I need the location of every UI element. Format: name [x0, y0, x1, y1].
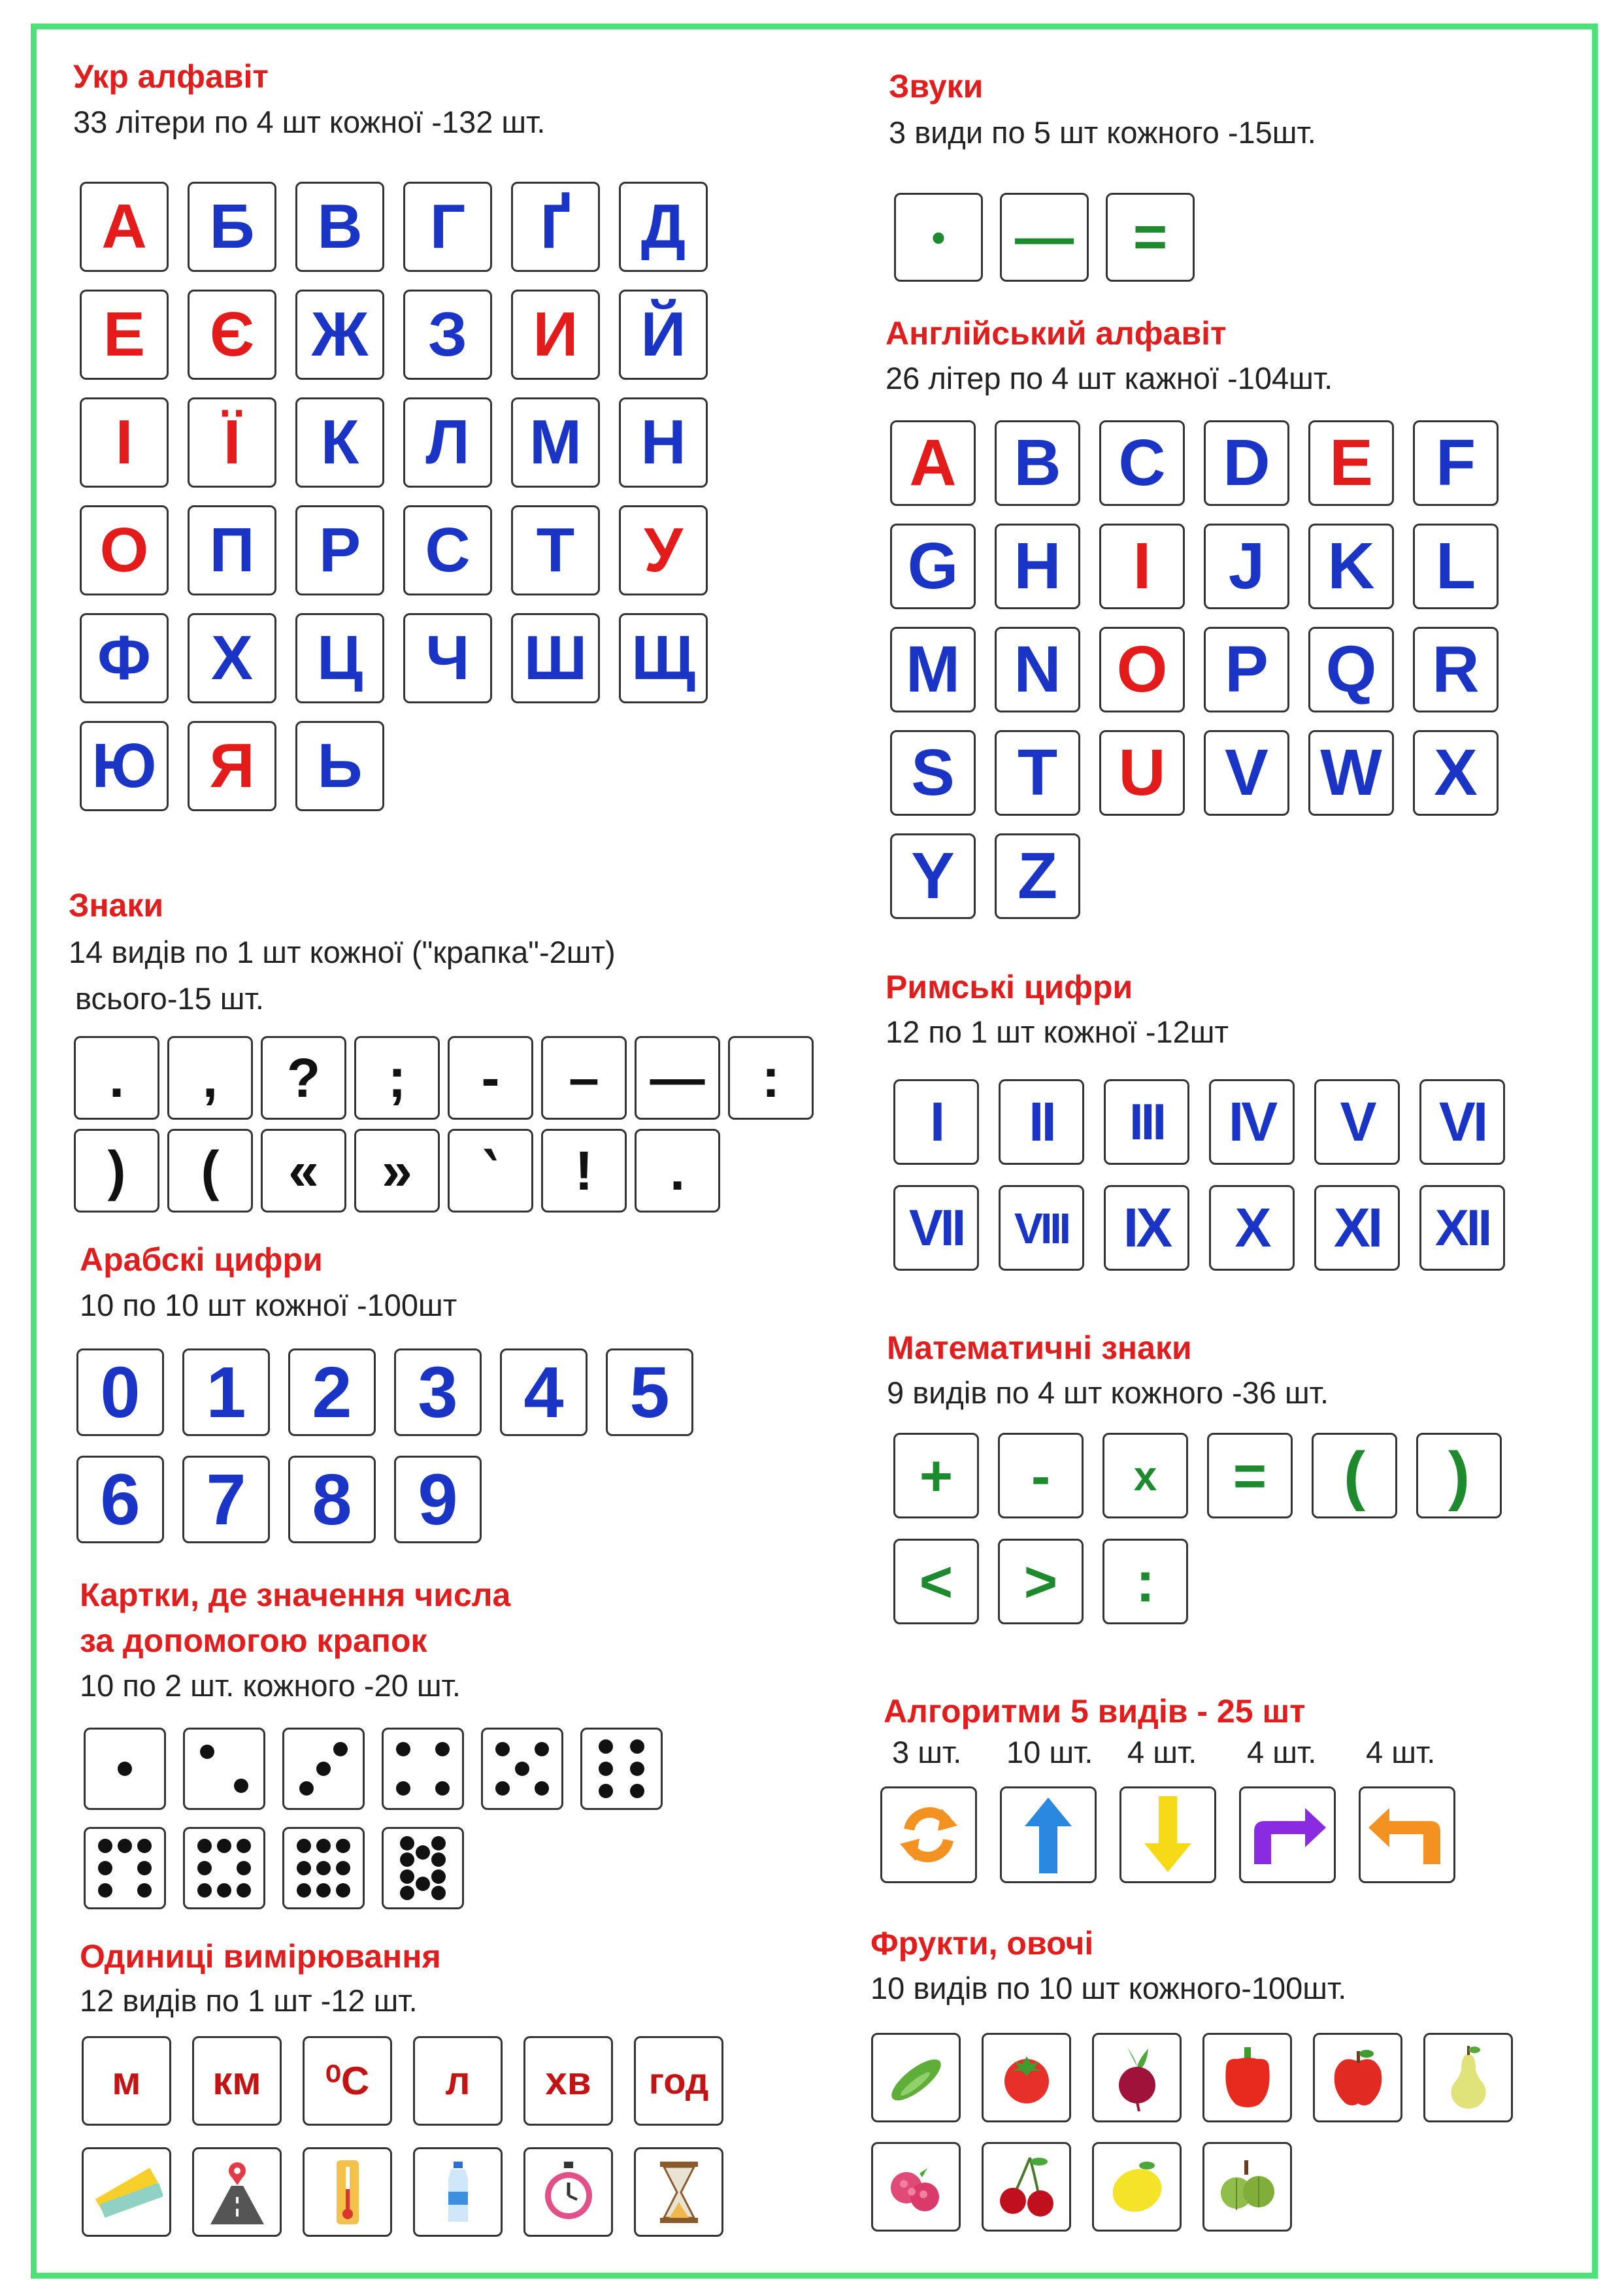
- dot: [535, 1742, 549, 1756]
- dot: [137, 1883, 152, 1898]
- dot: [630, 1739, 644, 1754]
- roman-numeral-tile: VII: [893, 1185, 979, 1271]
- arabic-digit-tile: 7: [182, 1456, 270, 1543]
- dot: [400, 1836, 414, 1850]
- sign-tile: :: [728, 1036, 814, 1120]
- roman-numeral-tile: XII: [1419, 1185, 1505, 1271]
- ukr-letter-tile: П: [188, 505, 276, 595]
- arrow-turn-right-icon: [1239, 1786, 1336, 1883]
- dot: [118, 1762, 132, 1776]
- dot-card-8: [183, 1827, 265, 1909]
- ukr-letter-tile: Т: [511, 505, 600, 595]
- dot: [435, 1742, 450, 1756]
- dot-card-7: [84, 1827, 166, 1909]
- math-sign-tile: (: [1312, 1433, 1397, 1518]
- dot: [118, 1839, 132, 1853]
- math-sign-tile: <: [893, 1539, 979, 1624]
- dot: [197, 1861, 212, 1875]
- dot: [431, 1852, 446, 1867]
- roman-numeral-tile: X: [1209, 1185, 1295, 1271]
- dot: [400, 1886, 414, 1900]
- algorithms-grid: [880, 1786, 1455, 1883]
- dot: [137, 1861, 152, 1875]
- dot: [435, 1781, 450, 1796]
- dot: [630, 1762, 644, 1776]
- eng-letter-tile: Y: [890, 833, 976, 919]
- ukr-letter-tile: Ґ: [511, 182, 600, 272]
- ukr-letter-tile: Ь: [295, 721, 384, 811]
- units-title: Одиниці вимірювання: [80, 1938, 441, 1975]
- arabic-subtitle: 10 по 10 шт кожної -100шт: [80, 1288, 457, 1322]
- sign-tile: -: [448, 1036, 533, 1120]
- raspberry-icon: [871, 2142, 961, 2232]
- eng-letter-tile: L: [1413, 524, 1499, 609]
- math-sign-tile: x: [1102, 1433, 1188, 1518]
- eng-letter-tile: H: [995, 524, 1080, 609]
- roman-subtitle: 12 по 1 шт кожної -12шт: [886, 1014, 1229, 1049]
- dots-title-1: Картки, де значення числа: [80, 1577, 511, 1613]
- dot: [336, 1861, 350, 1875]
- dot: [495, 1742, 510, 1756]
- sign-tile: ,: [167, 1036, 253, 1120]
- algorithm-count-label: 4 шт.: [1366, 1735, 1436, 1769]
- eng-letter-tile: Q: [1308, 627, 1394, 712]
- dot-card-5: [481, 1728, 563, 1810]
- math-sign-tile: >: [998, 1539, 1084, 1624]
- arabic-digit-tile: 0: [76, 1348, 164, 1436]
- dot-card-9: [282, 1827, 365, 1909]
- sounds-subtitle: 3 види по 5 шт кожного -15шт.: [889, 115, 1316, 150]
- dot-card-4: [382, 1728, 464, 1810]
- sign-tile: »: [354, 1129, 440, 1213]
- dot: [217, 1839, 231, 1853]
- sign-tile: ‵: [448, 1129, 533, 1213]
- signs-title: Знаки: [69, 887, 164, 924]
- math-grid: [893, 1433, 1502, 1624]
- ukr-letter-tile: В: [295, 182, 384, 272]
- fruits-grid: [871, 2033, 1513, 2232]
- dot: [297, 1883, 311, 1898]
- roman-numeral-tile: VIII: [999, 1185, 1084, 1271]
- ukr-letter-tile: Х: [188, 613, 276, 703]
- thermometer-icon: [303, 2147, 392, 2237]
- ukr-letter-tile: Я: [188, 721, 276, 811]
- ukr-letter-tile: Ж: [295, 290, 384, 380]
- ukr-letter-tile: У: [619, 505, 708, 595]
- dot: [237, 1883, 251, 1898]
- math-sign-tile: ): [1416, 1433, 1502, 1518]
- dot: [316, 1839, 331, 1853]
- eng-letter-tile: K: [1308, 524, 1394, 609]
- units-subtitle: 12 видів по 1 шт -12 шт.: [80, 1983, 418, 2018]
- signs-row-2: [74, 1129, 720, 1213]
- apple-icon: [1313, 2033, 1402, 2122]
- dot-card-2: [183, 1728, 265, 1810]
- sound-tile: —: [1000, 193, 1089, 282]
- dot: [197, 1839, 212, 1853]
- sounds-title: Звуки: [889, 68, 984, 105]
- eng-letter-tile: V: [1204, 730, 1289, 816]
- sign-tile: ): [74, 1129, 159, 1213]
- dot: [400, 1869, 414, 1884]
- math-title: Математичні знаки: [887, 1330, 1192, 1366]
- dot-card-10: [382, 1827, 464, 1909]
- sound-tile: =: [1106, 193, 1195, 282]
- dot: [297, 1861, 311, 1875]
- sign-tile: (: [167, 1129, 253, 1213]
- eng-alphabet-grid: [890, 420, 1499, 919]
- ukr-letter-tile: Ф: [80, 613, 169, 703]
- cucumber-icon: [871, 2033, 961, 2122]
- dot: [535, 1781, 549, 1796]
- sign-tile: ;: [354, 1036, 440, 1120]
- ukr-letter-tile: Л: [403, 397, 492, 488]
- ukr-alphabet-title: Укр алфавіт: [73, 58, 269, 95]
- ukr-letter-tile: Щ: [619, 613, 708, 703]
- eng-letter-tile: J: [1204, 524, 1289, 609]
- gooseberry-icon: [1202, 2142, 1292, 2232]
- dot: [98, 1861, 112, 1875]
- sign-tile: .: [74, 1036, 159, 1120]
- eng-letter-tile: G: [890, 524, 976, 609]
- sign-tile: –: [541, 1036, 627, 1120]
- math-sign-tile: =: [1207, 1433, 1293, 1518]
- sign-tile: !: [541, 1129, 627, 1213]
- sign-tile: —: [635, 1036, 720, 1120]
- ukr-letter-tile: Ї: [188, 397, 276, 488]
- dot: [336, 1883, 350, 1898]
- fruits-subtitle: 10 видів по 10 шт кожного-100шт.: [870, 1971, 1347, 2005]
- dot: [234, 1779, 248, 1793]
- eng-letter-tile: U: [1099, 730, 1185, 816]
- signs-subtitle-1: 14 видів по 1 шт кожної ("крапка"-2шт): [69, 935, 616, 969]
- ukr-letter-tile: Р: [295, 505, 384, 595]
- unit-label-tile: л: [413, 2036, 503, 2126]
- dot: [137, 1839, 152, 1853]
- beet-icon: [1092, 2033, 1182, 2122]
- rotate-arrows-icon: [880, 1786, 977, 1883]
- hourglass-icon: [634, 2147, 723, 2237]
- dot: [431, 1836, 446, 1850]
- unit-label-tile: год: [634, 2036, 723, 2126]
- roman-numeral-tile: XI: [1314, 1185, 1400, 1271]
- roman-numeral-tile: IV: [1209, 1079, 1295, 1165]
- eng-letter-tile: P: [1204, 627, 1289, 712]
- eng-alphabet-subtitle: 26 літер по 4 шт кажної -104шт.: [886, 361, 1333, 395]
- eng-letter-tile: N: [995, 627, 1080, 712]
- ukr-letter-tile: Й: [619, 290, 708, 380]
- eng-letter-tile: B: [995, 420, 1080, 506]
- algorithms-title: Алгоритми 5 видів - 25 шт: [884, 1693, 1306, 1730]
- dot: [515, 1762, 529, 1776]
- algorithm-count-label: 4 шт.: [1247, 1735, 1317, 1769]
- units-icons-row: [82, 2147, 723, 2237]
- ukr-letter-tile: З: [403, 290, 492, 380]
- sound-tile: •: [894, 193, 983, 282]
- roman-numeral-tile: II: [999, 1079, 1084, 1165]
- sign-tile: .: [635, 1129, 720, 1213]
- ukr-letter-tile: М: [511, 397, 600, 488]
- roman-grid: [893, 1079, 1505, 1271]
- dot: [197, 1883, 212, 1898]
- dot-card-6: [580, 1728, 663, 1810]
- dot: [316, 1883, 331, 1898]
- dot: [599, 1762, 613, 1776]
- unit-label-tile: ⁰С: [303, 2036, 392, 2126]
- algorithm-count-label: 10 шт.: [1006, 1735, 1093, 1769]
- sounds-grid: [894, 193, 1195, 282]
- dot: [200, 1745, 214, 1759]
- eng-letter-tile: A: [890, 420, 976, 506]
- math-subtitle: 9 видів по 4 шт кожного -36 шт.: [887, 1375, 1329, 1410]
- eng-letter-tile: W: [1308, 730, 1394, 816]
- roman-numeral-tile: V: [1314, 1079, 1400, 1165]
- dot: [336, 1839, 350, 1853]
- tomato-icon: [982, 2033, 1071, 2122]
- arabic-digit-tile: 2: [288, 1348, 376, 1436]
- ukr-letter-tile: Ц: [295, 613, 384, 703]
- unit-label-tile: км: [192, 2036, 282, 2126]
- dot: [333, 1742, 348, 1756]
- ukr-letter-tile: Б: [188, 182, 276, 272]
- dot-card-3: [282, 1728, 365, 1810]
- ukr-letter-tile: Ш: [511, 613, 600, 703]
- roman-title: Римські цифри: [886, 969, 1133, 1005]
- dot: [599, 1784, 613, 1798]
- algorithm-count-label: 3 шт.: [892, 1735, 962, 1769]
- arrow-turn-left-icon: [1359, 1786, 1455, 1883]
- dot: [400, 1852, 414, 1867]
- lemon-icon: [1092, 2142, 1182, 2232]
- dot: [431, 1886, 446, 1900]
- eng-alphabet-title: Англійський алфавіт: [886, 315, 1227, 352]
- dots-title-2: за допомогою крапок: [80, 1622, 427, 1659]
- ukr-letter-tile: О: [80, 505, 169, 595]
- signs-row-1: [74, 1036, 814, 1120]
- eng-letter-tile: X: [1413, 730, 1499, 816]
- eng-letter-tile: O: [1099, 627, 1185, 712]
- roman-numeral-tile: III: [1104, 1079, 1189, 1165]
- dot: [495, 1781, 510, 1796]
- ukr-letter-tile: К: [295, 397, 384, 488]
- ukr-letter-tile: С: [403, 505, 492, 595]
- dot-card-1: [84, 1728, 166, 1810]
- math-sign-tile: -: [998, 1433, 1084, 1518]
- ukr-letter-tile: Ю: [80, 721, 169, 811]
- dot: [416, 1877, 430, 1891]
- ukr-alphabet-subtitle: 33 літери по 4 шт кожної -132 шт.: [73, 105, 546, 139]
- sign-tile: «: [261, 1129, 346, 1213]
- arabic-digit-tile: 9: [394, 1456, 482, 1543]
- ruler-icon: [82, 2147, 171, 2237]
- signs-subtitle-2: всього-15 шт.: [75, 981, 264, 1016]
- unit-label-tile: хв: [523, 2036, 613, 2126]
- pear-icon: [1423, 2033, 1513, 2122]
- roman-numeral-tile: I: [893, 1079, 979, 1165]
- unit-label-tile: м: [82, 2036, 171, 2126]
- units-labels-row: [82, 2036, 723, 2126]
- ukr-letter-tile: Д: [619, 182, 708, 272]
- algorithm-count-label: 4 шт.: [1127, 1735, 1197, 1769]
- eng-letter-tile: M: [890, 627, 976, 712]
- arabic-digit-tile: 8: [288, 1456, 376, 1543]
- eng-letter-tile: D: [1204, 420, 1289, 506]
- water-bottle-icon: [413, 2147, 503, 2237]
- arabic-title: Арабскі цифри: [80, 1241, 323, 1278]
- dots-grid: [84, 1728, 663, 1909]
- eng-letter-tile: S: [890, 730, 976, 816]
- road-pin-icon: [192, 2147, 282, 2237]
- dot: [431, 1869, 446, 1884]
- dot: [396, 1742, 410, 1756]
- arabic-digit-tile: 1: [182, 1348, 270, 1436]
- arabic-digit-tile: 4: [500, 1348, 588, 1436]
- arrow-up-icon: [1000, 1786, 1097, 1883]
- ukr-letter-tile: Є: [188, 290, 276, 380]
- ukr-letter-tile: А: [80, 182, 169, 272]
- dot: [299, 1781, 314, 1796]
- arabic-digit-tile: 5: [606, 1348, 693, 1436]
- sign-tile: ?: [261, 1036, 346, 1120]
- dot: [297, 1839, 311, 1853]
- dot: [416, 1845, 430, 1860]
- dot: [316, 1762, 331, 1776]
- dot: [98, 1839, 112, 1853]
- eng-letter-tile: R: [1413, 627, 1499, 712]
- dot: [237, 1839, 251, 1853]
- eng-letter-tile: Z: [995, 833, 1080, 919]
- roman-numeral-tile: VI: [1419, 1079, 1505, 1165]
- arabic-digit-tile: 6: [76, 1456, 164, 1543]
- eng-letter-tile: E: [1308, 420, 1394, 506]
- pepper-icon: [1202, 2033, 1292, 2122]
- roman-numeral-tile: IX: [1104, 1185, 1189, 1271]
- math-sign-tile: +: [893, 1433, 979, 1518]
- ukr-letter-tile: Н: [619, 397, 708, 488]
- dot: [630, 1784, 644, 1798]
- dot: [217, 1883, 231, 1898]
- ukr-letter-tile: І: [80, 397, 169, 488]
- dot: [237, 1861, 251, 1875]
- cherry-icon: [982, 2142, 1071, 2232]
- ukr-letter-tile: Ч: [403, 613, 492, 703]
- eng-letter-tile: F: [1413, 420, 1499, 506]
- dots-subtitle: 10 по 2 шт. кожного -20 шт.: [80, 1668, 461, 1703]
- math-sign-tile: :: [1102, 1539, 1188, 1624]
- eng-letter-tile: C: [1099, 420, 1185, 506]
- ukr-letter-tile: И: [511, 290, 600, 380]
- arabic-grid: [76, 1348, 693, 1543]
- eng-letter-tile: T: [995, 730, 1080, 816]
- arabic-digit-tile: 3: [394, 1348, 482, 1436]
- stopwatch-icon: [523, 2147, 613, 2237]
- ukr-letter-tile: Е: [80, 290, 169, 380]
- dot: [98, 1883, 112, 1898]
- eng-letter-tile: I: [1099, 524, 1185, 609]
- dot: [316, 1861, 331, 1875]
- arrow-down-icon: [1119, 1786, 1216, 1883]
- ukr-letter-tile: Г: [403, 182, 492, 272]
- dot: [599, 1739, 613, 1754]
- ukr-alphabet-grid: [80, 182, 708, 811]
- dot: [396, 1781, 410, 1796]
- fruits-title: Фрукти, овочі: [870, 1925, 1094, 1962]
